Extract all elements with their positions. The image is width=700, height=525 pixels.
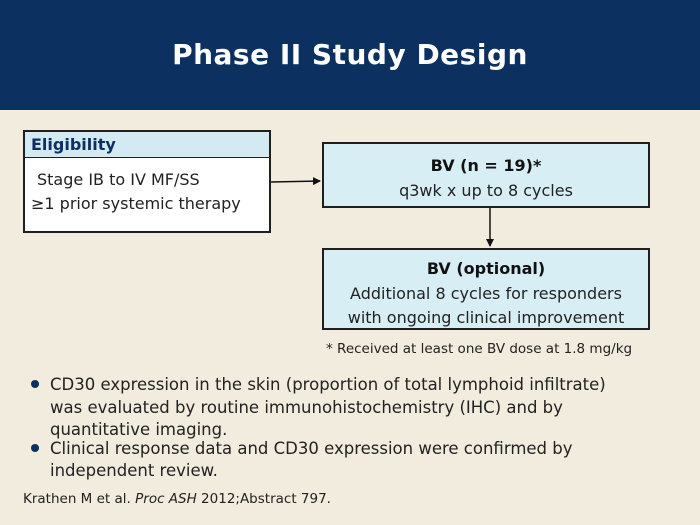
bullet-text-line: Clinical response data and CD30 expression were confirmed by [50, 439, 573, 458]
citation-details: 2012;Abstract 797. [201, 491, 331, 507]
bv-optional-line: with ongoing clinical improvement [347, 308, 625, 327]
eligibility-line: ≥1 prior systemic therapy [31, 194, 241, 213]
bv-heading: BV (n = 19)* [430, 156, 542, 175]
footnote: * Received at least one BV dose at 1.8 mg/kg [326, 341, 633, 357]
eligibility-header: Eligibility [25, 132, 269, 158]
bullet-icon [31, 380, 39, 388]
bv-optional-line: Additional 8 cycles for responders [350, 284, 622, 303]
bullet-icon [31, 444, 39, 452]
slide-title: Phase II Study Design [172, 38, 528, 71]
citation [23, 491, 331, 507]
arrow-eligibility-to-bv [271, 181, 320, 182]
bullet-text-line: CD30 expression in the skin (proportion of total lymphoid infiltrate) [50, 375, 606, 394]
citation-authors: Krathen M et al. [23, 491, 131, 507]
eligibility-line: Stage IB to IV MF/SS [37, 170, 200, 189]
citation-journal: Proc ASH [135, 491, 197, 507]
bullet-text-line: independent review. [50, 461, 218, 480]
bv-optional-heading: BV (optional) [426, 259, 546, 278]
bv-schedule: q3wk x up to 8 cycles [399, 181, 573, 200]
bullet-text-line: quantitative imaging. [50, 420, 228, 439]
bullet-text-line: was evaluated by routine immunohistochemistry (IHC) and by [50, 398, 563, 417]
